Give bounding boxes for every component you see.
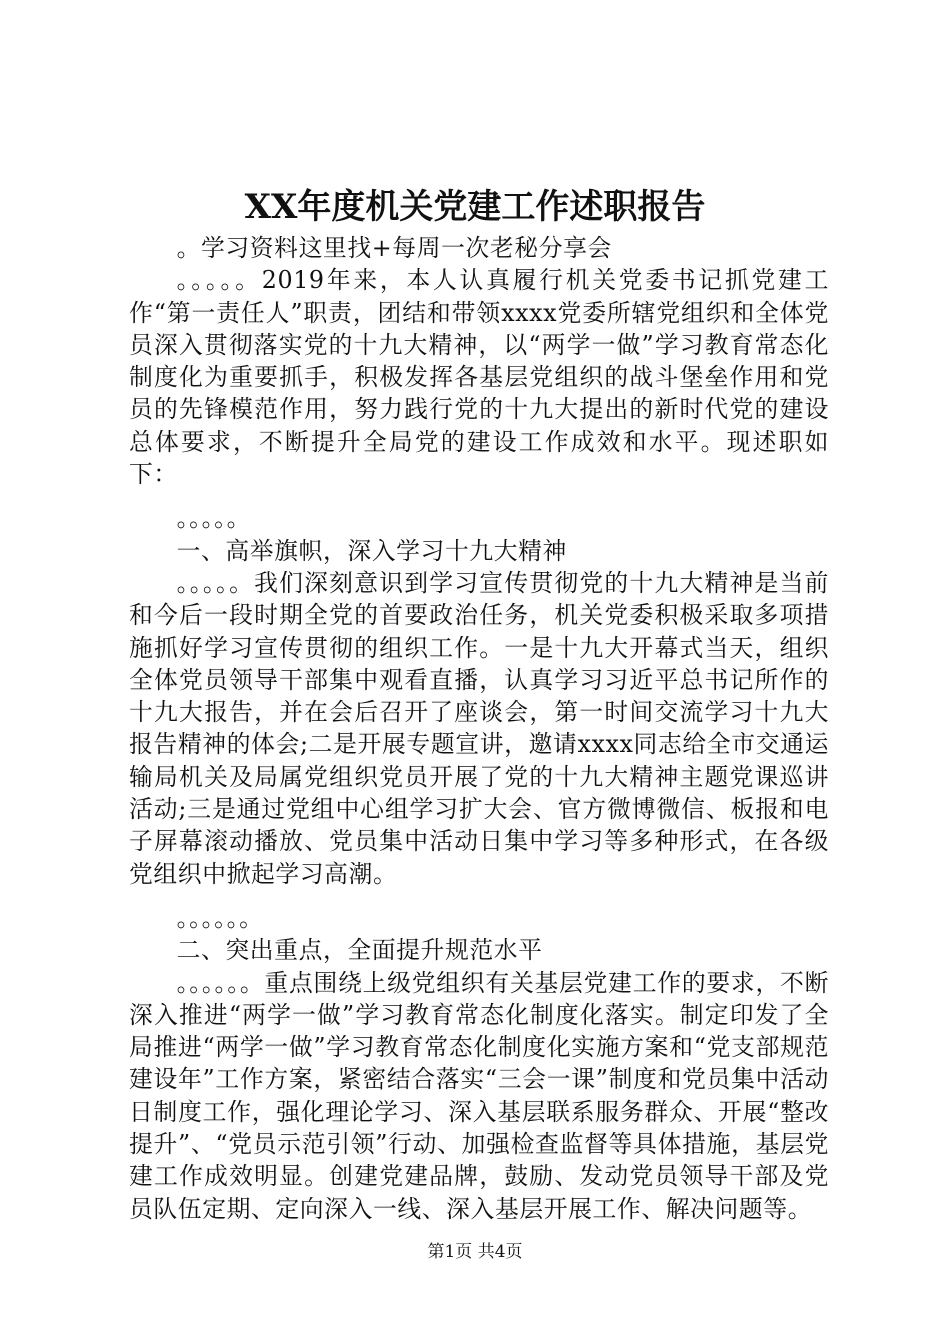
paragraph-section-2: 。。。。。。重点围绕上级党组织有关基层党建工作的要求，不断深入推进“两学一做”学习教育常态化制度化落实。制定印发了全局推进“两学一做”学习教育常态化制度化实施方案和“党支部规范建设年”工作方案，紧密结合落实“三会一课”制度和党员集中活动日制度工作，强化理论学习、深入基层联系服务群众、开展“整改提升”、“党员示范引领”行动、加强检查监督等具体措施，基层党建工作成效明显。创建党建品牌，鼓励、发动党员领导干部及党员队伍定期、定向深入一线、深入基层开展工作、解决问题等。 [129, 968, 829, 1223]
paragraph-separator-1: 。。。。。 [176, 504, 251, 533]
document-title: XX年度机关党建工作述职报告 [244, 187, 706, 227]
paragraph-separator-2: 。。。。。。 [176, 903, 264, 932]
paragraph-intro-note: 。学习资料这里找+每周一次老秘分享会 [176, 234, 612, 262]
page-number-footer: 第1页 共4页 [427, 1242, 523, 1262]
section-heading-2: 二、突出重点，全面提升规范水平 [176, 936, 543, 965]
paragraph-section-1: 。。。。。我们深刻意识到学习宣传贯彻党的十九大精神是当前和今后一段时期全党的首要政治任务，机关党委积极采取多项措施抓好学习宣传贯彻的组织工作。一是十九大开幕式当天，组织全体党员领导干部集中观看直播，认真学习习近平总书记所作的十九大报告，并在会后召开了座谈会，第一时间交流学习十九大报告精神的体会;二是开展专题宣讲，邀请xxxx同志给全市交通运输局机关及局属党组织党员开展了党的十九大精神主题党课巡讲活动;三是通过党组中心组学习扩大会、官方微博微信、板报和电子屏幕滚动播放、党员集中活动日集中学习等多种形式，在各级党组织中掀起学习高潮。 [129, 568, 829, 888]
paragraph-opening: 。。。。。2019年来，本人认真履行机关党委书记抓党建工作“第一责任人”职责，团结和带领xxxx党委所辖党组织和全体党员深入贯彻落实党的十九大精神，以“两学一做”学习教育常态化制度化为重要抓手，积极发挥各基层党组织的战斗堡垒作用和党员的先锋模范作用，努力践行党的十九大提出的新时代党的建设总体要求，不断提升全局党的建设工作成效和水平。现述职如下： [129, 266, 829, 489]
section-heading-1: 一、高举旗帜，深入学习十九大精神 [176, 536, 567, 565]
document-body [129, 232, 829, 1225]
